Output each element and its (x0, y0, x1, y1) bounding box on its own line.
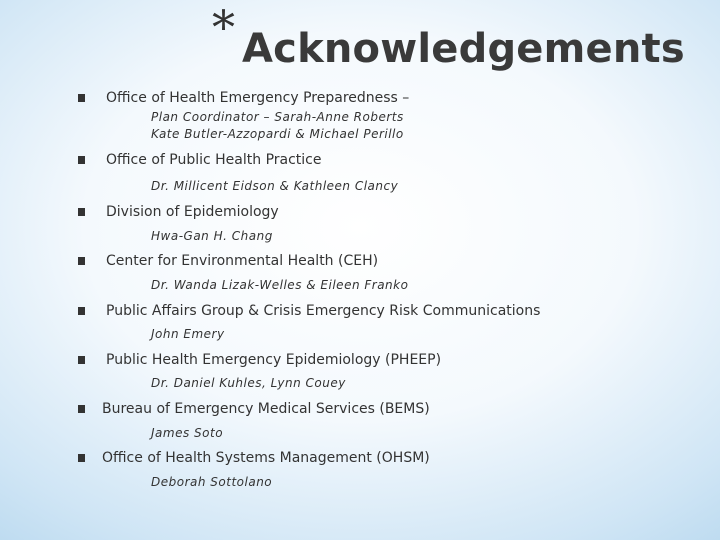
title-row (212, 0, 712, 76)
item-label: Bureau of Emergency Medical Services (BEMS) (102, 401, 430, 417)
item-detail: Dr. Wanda Lizak-Welles & Eileen Franko (151, 278, 409, 292)
item-detail: John Emery (151, 327, 225, 341)
item-detail: Deborah Sottolano (151, 475, 273, 489)
bullet-square-icon (78, 208, 85, 216)
bullet-square-icon (78, 156, 85, 164)
item-details (151, 277, 408, 294)
item-detail: Hwa-Gan H. Chang (151, 229, 273, 243)
bullet-square-icon (78, 405, 85, 413)
item-label: Center for Environmental Health (CEH) (106, 253, 379, 269)
item-details (151, 178, 398, 195)
item-details (151, 474, 272, 491)
item-detail: Plan Coordinator – Sarah-Anne Roberts (151, 110, 404, 124)
item-details (151, 109, 404, 143)
slide-title: Acknowledgements (242, 26, 685, 72)
item-details (151, 375, 346, 392)
item-detail: James Soto (151, 426, 224, 440)
bullet-square-icon (78, 307, 85, 315)
item-details (151, 228, 273, 245)
item-detail: Dr. Daniel Kuhles, Lynn Couey (151, 376, 346, 390)
bullet-square-icon (78, 454, 85, 462)
item-label: Office of Public Health Practice (106, 152, 322, 168)
item-details (151, 326, 225, 343)
item-label: Public Affairs Group & Crisis Emergency Risk Communications (106, 303, 541, 319)
item-detail: Dr. Millicent Eidson & Kathleen Clancy (151, 179, 399, 193)
bullet-square-icon (78, 94, 85, 102)
item-detail: Kate Butler-Azzopardi & Michael Perillo (151, 127, 404, 141)
bullet-square-icon (78, 356, 85, 364)
item-details (151, 425, 223, 442)
asterisk-marker: * (212, 0, 235, 54)
item-label: Public Health Emergency Epidemiology (PHEEP) (106, 352, 442, 368)
item-label: Division of Epidemiology (106, 204, 279, 220)
item-label: Office of Health Systems Management (OHSM) (102, 450, 430, 466)
bullet-square-icon (78, 257, 85, 265)
item-label: Office of Health Emergency Preparedness – (106, 90, 410, 106)
